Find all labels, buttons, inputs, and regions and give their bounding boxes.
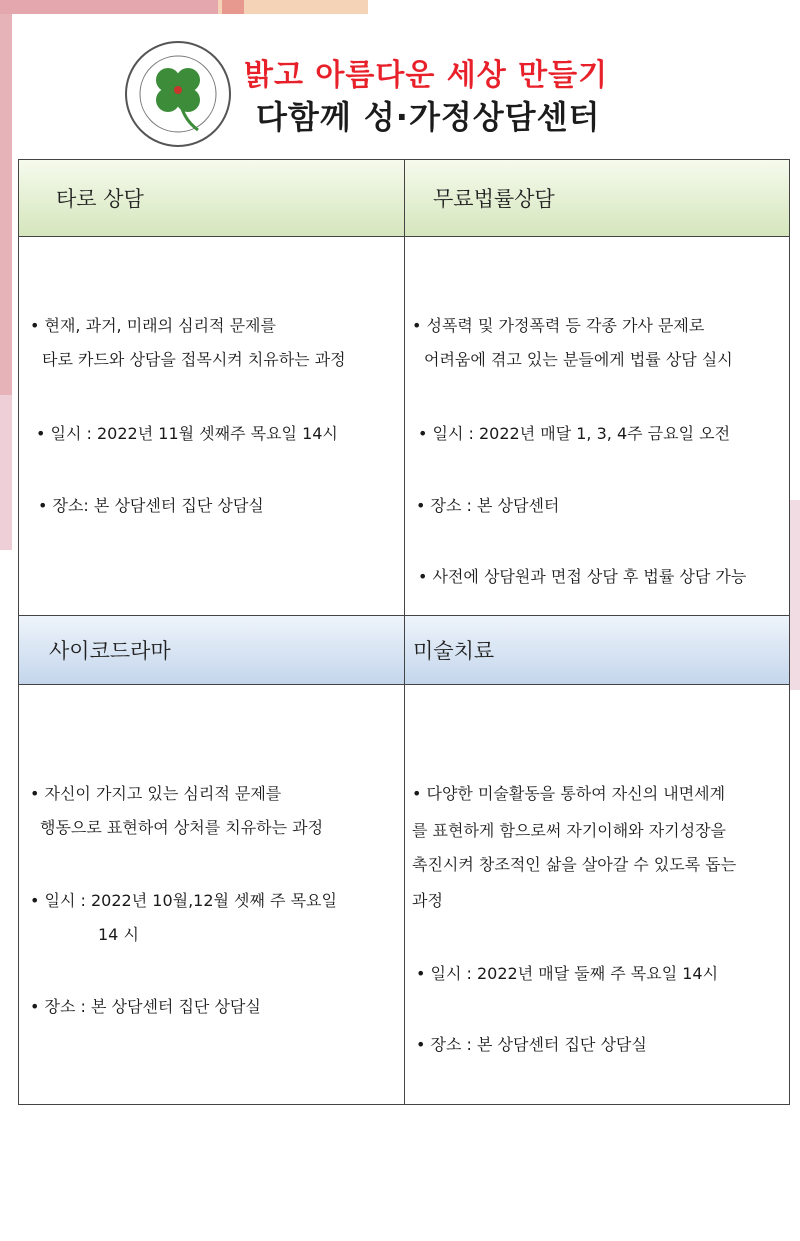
header-title-slogan: 밝고 아름다운 세상 만들기 bbox=[244, 58, 609, 93]
program-header-tarot: 타로 상담 bbox=[19, 160, 404, 236]
detail-line: • 일시 : 2022년 10월,12월 셋째 주 목요일 bbox=[30, 891, 337, 910]
decor-right-bar bbox=[790, 500, 800, 690]
clover-seal-icon bbox=[124, 40, 232, 148]
detail-line: • 성폭력 및 가정폭력 등 각종 가사 문제로 bbox=[412, 316, 705, 335]
program-header-psychodrama: 사이코드라마 bbox=[19, 616, 404, 684]
header-title-center: 다함께 성·가정상담센터 bbox=[256, 98, 601, 136]
program-header-legal: 무료법률상담 bbox=[405, 160, 789, 236]
detail-line: 14 시 bbox=[98, 925, 139, 944]
detail-line: 어려움에 겪고 있는 분들에게 법률 상담 실시 bbox=[424, 350, 733, 369]
detail-line: 를 표현하게 함으로써 자기이해와 자기성장을 bbox=[412, 821, 727, 840]
detail-line: • 장소 : 본 상담센터 bbox=[416, 496, 560, 515]
detail-line: • 사전에 상담원과 면접 상담 후 법률 상담 가능 bbox=[418, 567, 747, 586]
detail-line: • 장소 : 본 상담센터 집단 상담실 bbox=[30, 997, 261, 1016]
detail-line: • 장소: 본 상담센터 집단 상담실 bbox=[38, 496, 264, 515]
detail-line: • 자신이 가지고 있는 심리적 문제를 bbox=[30, 784, 282, 803]
detail-line: 타로 카드와 상담을 접목시켜 치유하는 과정 bbox=[42, 350, 346, 369]
detail-line: • 일시 : 2022년 11월 셋째주 목요일 14시 bbox=[36, 424, 338, 443]
table-divider bbox=[18, 236, 790, 237]
detail-line: • 현재, 과거, 미래의 심리적 문제를 bbox=[30, 316, 276, 335]
detail-line: 촉진시켜 창조적인 삶을 살아갈 수 있도록 돕는 bbox=[412, 855, 737, 874]
detail-line: 과정 bbox=[412, 891, 443, 910]
detail-line: • 일시 : 2022년 매달 둘째 주 목요일 14시 bbox=[416, 964, 719, 983]
decor-top-bar-accent bbox=[222, 0, 244, 14]
detail-line: 행동으로 표현하여 상처를 치유하는 과정 bbox=[40, 818, 324, 837]
table-divider bbox=[18, 684, 790, 685]
detail-line: • 일시 : 2022년 매달 1, 3, 4주 금요일 오전 bbox=[418, 424, 731, 443]
detail-line: • 장소 : 본 상담센터 집단 상담실 bbox=[416, 1035, 647, 1054]
decor-left-bar-light bbox=[0, 395, 12, 550]
detail-line: • 다양한 미술활동을 통하여 자신의 내면세계 bbox=[412, 784, 726, 803]
program-header-art-therapy: 미술치료 bbox=[405, 616, 789, 684]
